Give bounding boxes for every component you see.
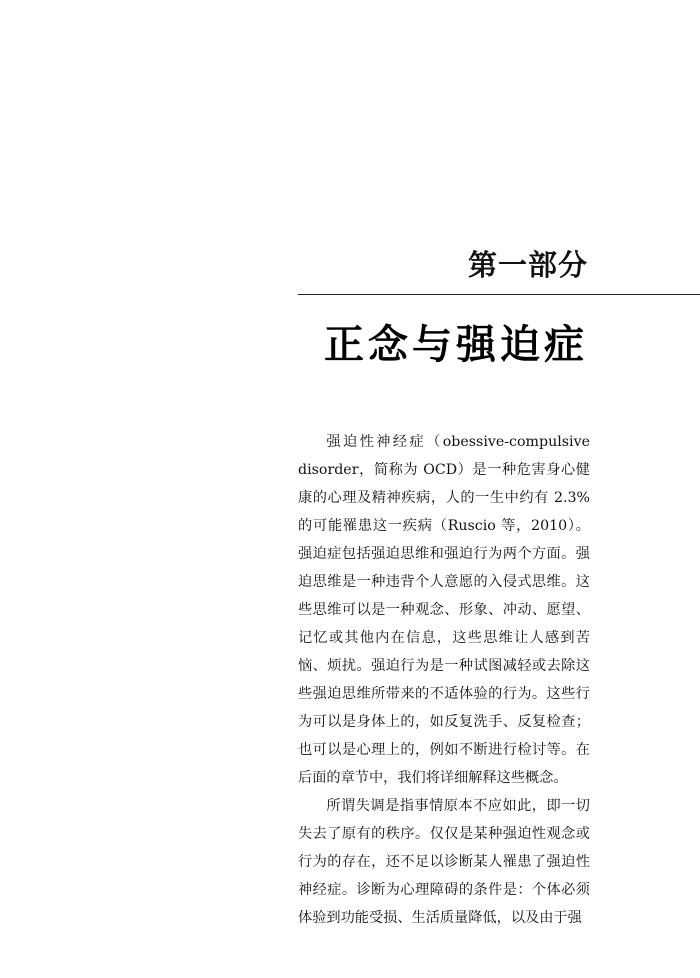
chapter-title: 正念与强迫症 — [324, 322, 588, 368]
divider-rule — [298, 294, 700, 295]
paragraph-1: 强迫性神经症（obessive-compulsive disorder，简称为 OCD）是一种危害身心健康的心理及精神疾病，人的一生中约有 2.3% 的可能罹患这一疾病（Ruscio 等，2010）。强迫症包括强迫思维和强迫行为两个方面。强迫思维是一种违背个人意愿的入侵式思维。这些思维可以是一种观念、形象、冲动、愿望、记忆或其他内在信息，这些思维让人感到苦恼、烦扰。强迫行为是一种试图减轻或去除这些强迫思维所带来的不适体验的行为。这些行为可以是身体上的，如反复洗手、反复检查；也可以是心理上的，例如不断进行检讨等。在后面的章节中，我们将详细解释这些概念。 — [298, 434, 590, 786]
part-label: 第一部分 — [467, 248, 588, 282]
paragraph-2: 所谓失调是指事情原本不应如此，即一切失去了原有的秩序。仅仅是某种强迫性观念或行为的存在，还不足以诊断某人罹患了强迫性神经症。诊断为心理障碍的条件是：个体必须体验到功能受损、生活质量降低，以及由于强 — [298, 798, 590, 926]
body-text — [298, 428, 590, 932]
